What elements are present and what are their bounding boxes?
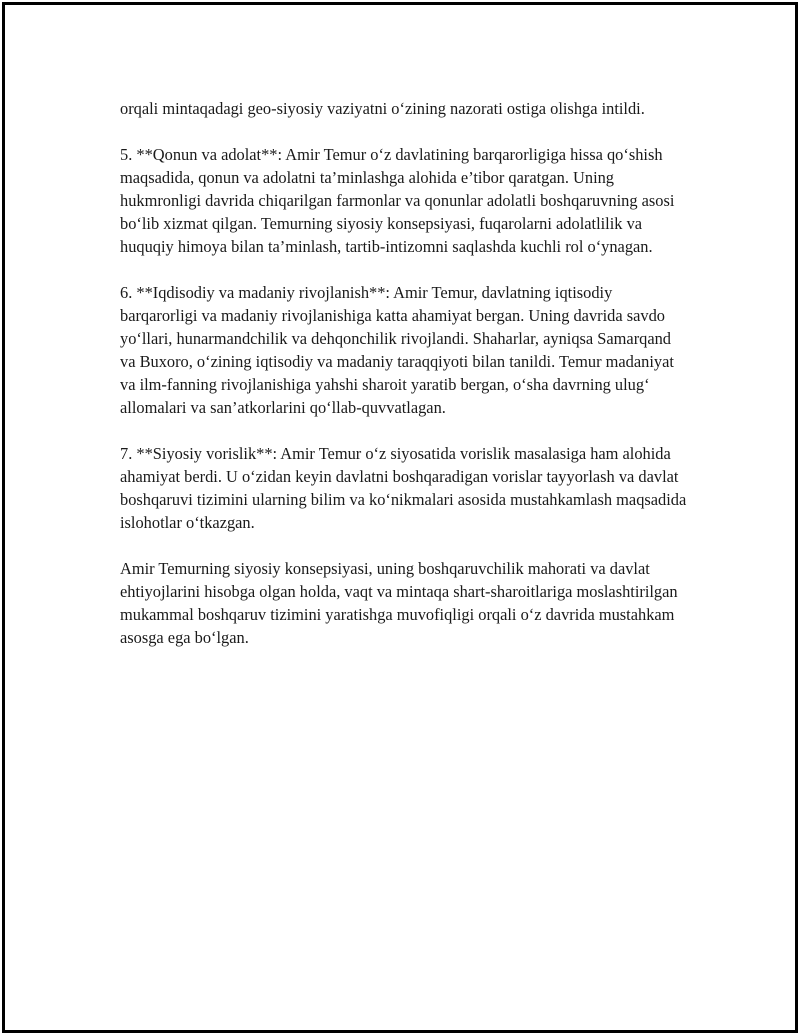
page-frame [2, 2, 798, 1033]
paragraph-siyosiy-vorislik: 7. **Siyosiy vorislik**: Amir Temur o‘z siyosatida vorislik masalasiga ham alohida ahamiyat berdi. U o‘zidan keyin davlatni boshqaradigan vorislar tayyorlash va davlat boshqaruvi tizimini ularning bilim va ko‘nikmalari asosida mustahkamlash maqsadida islohotlar o‘tkazgan. [120, 444, 687, 532]
paragraph-continuation: orqali mintaqadagi geo-siyosiy vaziyatni o‘zining nazorati ostiga olishga intildi. [120, 99, 645, 118]
paragraph-conclusion: Amir Temurning siyosiy konsepsiyasi, uning boshqaruvchilik mahorati va davlat ehtiyojlarini hisobga olgan holda, vaqt va mintaqa shart-sharoitlariga moslashtirilgan mukammal boshqaruv tizimini yaratishga muvofiqligi orqali o‘z davrida mustahkam asosga ega bo‘lgan. [120, 559, 678, 647]
paragraph-iqtisodiy-rivojlanish: 6. **Iqdisodiy va madaniy rivojlanish**: Amir Temur, davlatning iqtisodiy barqarorligi va madaniy rivojlanishiga katta ahamiyat bergan. Uning davrida savdo yo‘llari, hunarmandchilik va dehqonchilik rivojlandi. Shaharlar, ayniqsa Samarqand va Buxoro, o‘zining iqtisodiy va madaniy taraqqiyoti bilan tanildi. Temur madaniyat va ilm-fanning rivojlanishiga yahshi sharoit yaratib bergan, o‘sha davrning ulug‘ allomalari va san’atkorlarini qo‘llab-quvvatlagan. [120, 283, 674, 417]
page-body [120, 97, 690, 672]
paragraph-qonun-va-adolat: 5. **Qonun va adolat**: Amir Temur o‘z davlatining barqarorligiga hissa qo‘shish maqsadida, qonun va adolatni ta’minlashga alohida e’tibor qaratgan. Uning hukmronligi davrida chiqarilgan farmonlar va qonunlar adolatli boshqaruvning asosi bo‘lib xizmat qilgan. Temurning siyosiy konsepsiyasi, fuqarolarni adolatlilik va huquqiy himoya bilan ta’minlash, tartib-intizomni saqlashda kuchli rol o‘ynagan. [120, 145, 675, 256]
